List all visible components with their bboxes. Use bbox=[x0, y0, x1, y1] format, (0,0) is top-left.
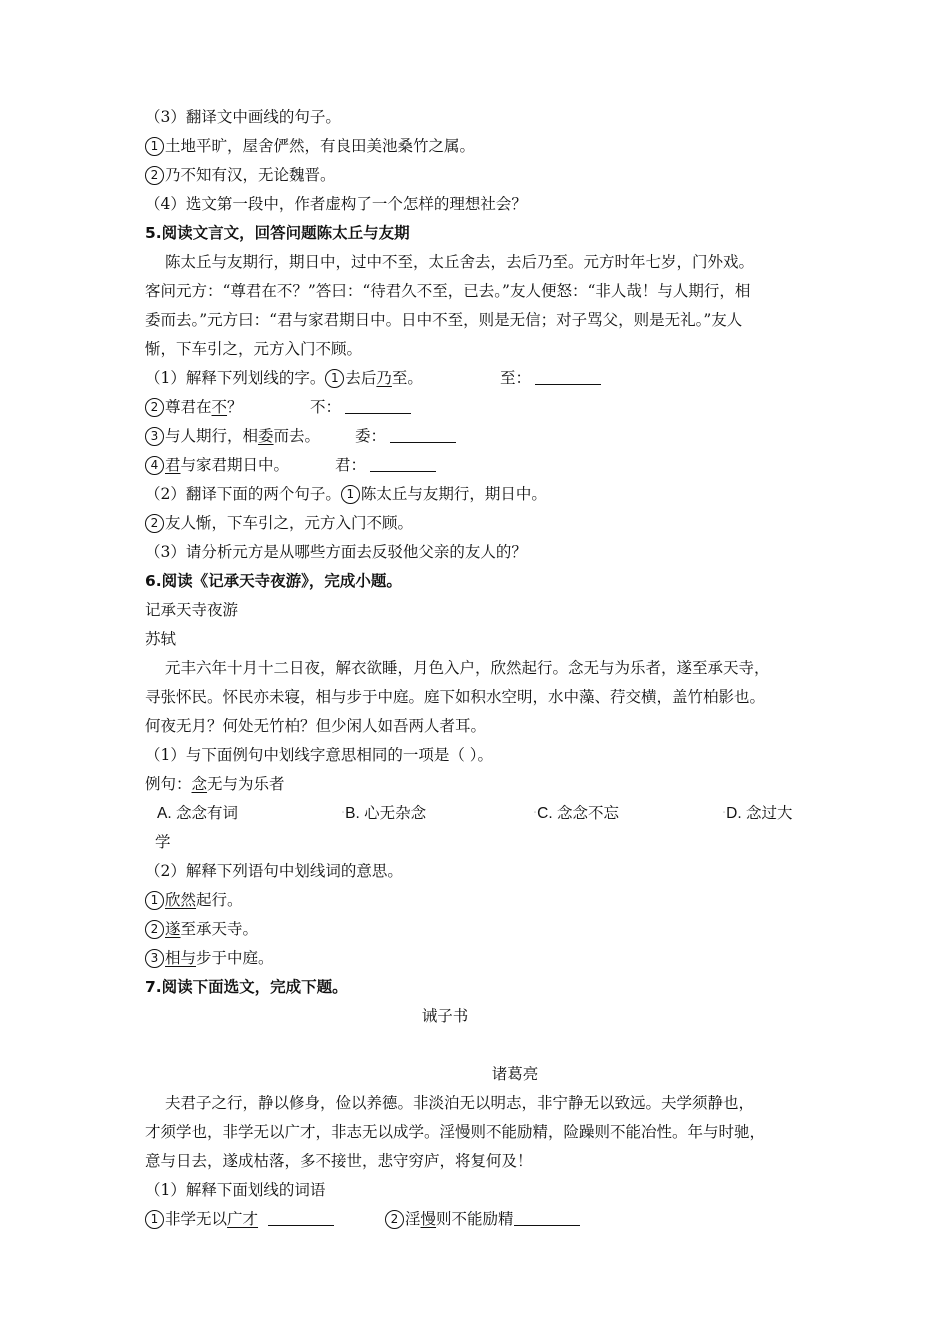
q6-sub2: （2）解释下列语句中划线词的意思。 bbox=[145, 862, 403, 880]
q6-work-title: 记承天寺夜游 bbox=[145, 601, 239, 619]
circled-number: 1 bbox=[325, 369, 344, 388]
q5-word-4: 4 君与家君期日中。 君： bbox=[145, 451, 825, 480]
option-d-continued: 学 bbox=[155, 833, 171, 851]
q6-author: 苏轼 bbox=[145, 630, 177, 648]
q5-title: 5.阅读文言文，回答问题陈太丘与友期 bbox=[145, 224, 410, 242]
circled-number: 2 bbox=[145, 514, 164, 533]
q7-items: 1 非学无以广才 2 淫慢则不能励精 bbox=[145, 1205, 825, 1234]
option-a[interactable]: A. 念念有词 bbox=[157, 805, 238, 822]
q6-item-1: 1 欣然起行。 bbox=[145, 886, 825, 915]
circled-number: 1 bbox=[341, 485, 360, 504]
q5-passage-line: 客问元方：“尊君在不？”答曰：“待君久不至，已去。”友人便怒：“非人哉！与人期行，相 bbox=[145, 282, 751, 300]
q6-example: 例句：念无与为乐者 bbox=[145, 775, 285, 793]
q7-passage-line: 夫君子之行，静以修身，俭以养德。非淡泊无以明志，非宁静无以致远。夫学须静也， bbox=[165, 1094, 755, 1112]
q6-item-2: 2 遂至承天寺。 bbox=[145, 915, 825, 944]
spacer bbox=[145, 1031, 825, 1060]
answer-blank bbox=[345, 397, 411, 414]
circled-number: 2 bbox=[145, 398, 164, 417]
q5-passage-line: 惭，下车引之，元方入门不顾。 bbox=[145, 340, 363, 358]
q7-sub1: （1）解释下面划线的词语 bbox=[145, 1181, 326, 1199]
q5-word-2: 2 尊君在不？ 不： bbox=[145, 393, 825, 422]
q5-sub1: （1）解释下列划线的字。 1 去后乃至。 至： bbox=[145, 364, 825, 393]
q6-item-3: 3 相与步于中庭。 bbox=[145, 944, 825, 973]
q7-passage-line: 才须学也，非学无以广才，非志无以成学。淫慢则不能励精，险躁则不能冶性。年与时驰， bbox=[145, 1123, 766, 1141]
circled-number: 1 bbox=[145, 1210, 164, 1229]
q5-passage-line: 委而去。”元方曰：“君与家君期日中。日中不至，则是无信；对子骂父，则是无礼。”友人 bbox=[145, 311, 743, 329]
circled-number: 4 bbox=[145, 456, 164, 475]
q4-sentence-2: 2 乃不知有汉，无论魏晋。 bbox=[145, 161, 825, 190]
option-b[interactable]: ▫B. 心无杂念 bbox=[342, 805, 427, 822]
q5-sub3: （3）请分析元方是从哪些方面去反驳他父亲的友人的？ bbox=[145, 543, 527, 561]
circled-number: 3 bbox=[145, 949, 164, 968]
q7-passage-line: 意与日去，遂成枯落，多不接世，悲守穷庐，将复何及！ bbox=[145, 1152, 533, 1170]
q5-translate-2: 2 友人惭，下车引之，元方入门不顾。 bbox=[145, 509, 825, 538]
q5-word-3: 3 与人期行，相委而去。 委： bbox=[145, 422, 825, 451]
q4-sub3: （3）翻译文中画线的句子。 bbox=[145, 108, 341, 126]
q7-author: 诸葛亮 bbox=[491, 1065, 539, 1083]
answer-blank bbox=[268, 1209, 334, 1226]
q6-passage-line: 何夜无月？何处无竹柏？但少闲人如吾两人者耳。 bbox=[145, 717, 487, 735]
answer-blank bbox=[370, 455, 436, 472]
q7-work-title: 诫子书 bbox=[421, 1007, 469, 1025]
option-c[interactable]: ▫C. 念念不忘 bbox=[534, 805, 619, 822]
answer-blank bbox=[535, 368, 601, 385]
circled-number: 3 bbox=[145, 427, 164, 446]
q6-passage-line: 寻张怀民。怀民亦未寝，相与步于中庭。庭下如积水空明，水中藻、荇交横，盖竹柏影也。 bbox=[145, 688, 766, 706]
q4-sentence-1: 1 土地平旷，屋舍俨然，有良田美池桑竹之属。 bbox=[145, 132, 825, 161]
q6-options bbox=[145, 799, 825, 828]
q6-passage-line: 元丰六年十月十二日夜，解衣欲睡，月色入户，欣然起行。念无与为乐者，遂至承天寺， bbox=[165, 659, 770, 677]
circled-number: 1 bbox=[145, 891, 164, 910]
q6-title: 6.阅读《记承天寺夜游》，完成小题。 bbox=[145, 572, 402, 590]
answer-blank bbox=[514, 1209, 580, 1226]
q5-sub2: （2）翻译下面的两个句子。 1 陈太丘与友期行，期日中。 bbox=[145, 485, 547, 503]
circled-number: 1 bbox=[145, 137, 164, 156]
circled-number: 2 bbox=[385, 1210, 404, 1229]
circled-number: 2 bbox=[145, 166, 164, 185]
q6-sub1: （1）与下面例句中划线字意思相同的一项是（ ）。 bbox=[145, 746, 494, 764]
circled-number: 2 bbox=[145, 920, 164, 939]
option-d[interactable]: ▫D. 念过大 bbox=[723, 805, 793, 822]
q4-sub4: （4）选文第一段中，作者虚构了一个怎样的理想社会？ bbox=[145, 195, 527, 213]
document-page bbox=[145, 103, 825, 1234]
answer-blank bbox=[390, 426, 456, 443]
q5-passage-line: 陈太丘与友期行，期日中，过中不至，太丘舍去，去后乃至。元方时年七岁，门外戏。 bbox=[165, 253, 755, 271]
q7-title: 7.阅读下面选文，完成下题。 bbox=[145, 978, 348, 996]
